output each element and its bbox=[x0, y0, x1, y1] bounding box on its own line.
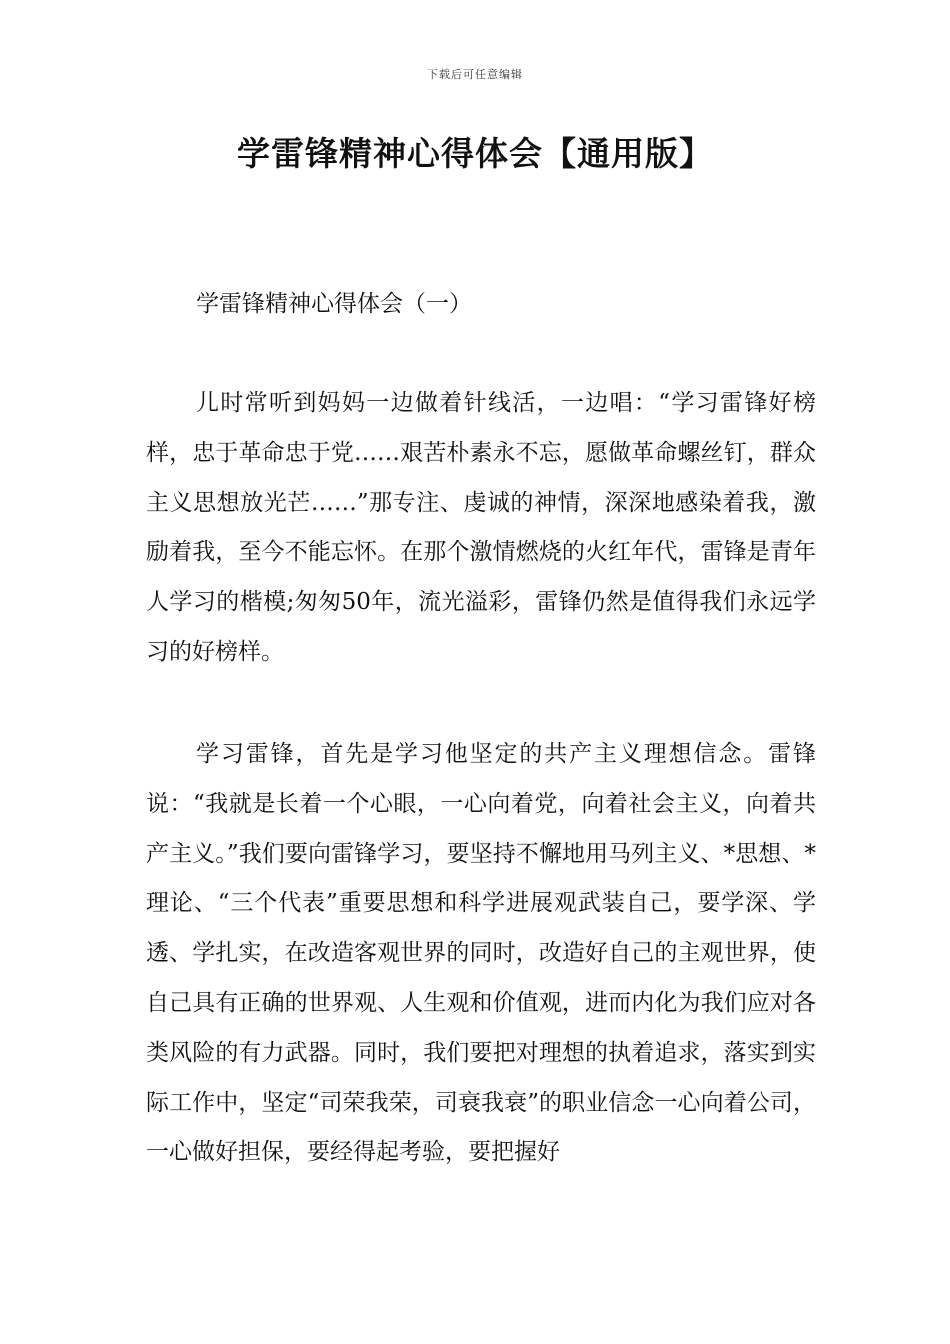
body-paragraph: 儿时常听到妈妈一边做着针线活，一边唱：“学习雷锋好榜样，忠于革命忠于党……艰苦朴素永不忘，愿做革命螺丝钉，群众主义思想放光芒……”那专注、虔诚的神情，深深地感染着我，激励着我，至今不能忘怀。在那个激情燃烧的火红年代，雷锋是青年人学习的楷模;匆匆50年，流光溢彩，雷锋仍然是值得我们永远学习的好榜样。 bbox=[146, 390, 816, 665]
section-heading: 学雷锋精神心得体会（一） bbox=[196, 291, 472, 317]
body-paragraph: 学习雷锋，首先是学习他坚定的共产主义理想信念。雷锋说：“我就是长着一个心眼，一心向着党，向着社会主义，向着共产主义。”我们要向雷锋学习，要坚持不懈地用马列主义、*思想、*理论、“三个代表”重要思想和科学进展观武装自己，要学深、学透、学扎实，在改造客观世界的同时，改造好自己的主观世界，使自己具有正确的世界观、人生观和价值观，进而内化为我们应对各类风险的有力武器。同时，我们要把对理想的执着追求，落实到实际工作中，坚定“司荣我荣，司衰我衰”的职业信念一心向着公司，一心做好担保，要经得起考验，要把握好 bbox=[146, 741, 816, 1166]
header-note: 下载后可任意编辑 bbox=[427, 68, 523, 81]
document-title: 学雷锋精神心得体会【通用版】 bbox=[237, 134, 713, 173]
